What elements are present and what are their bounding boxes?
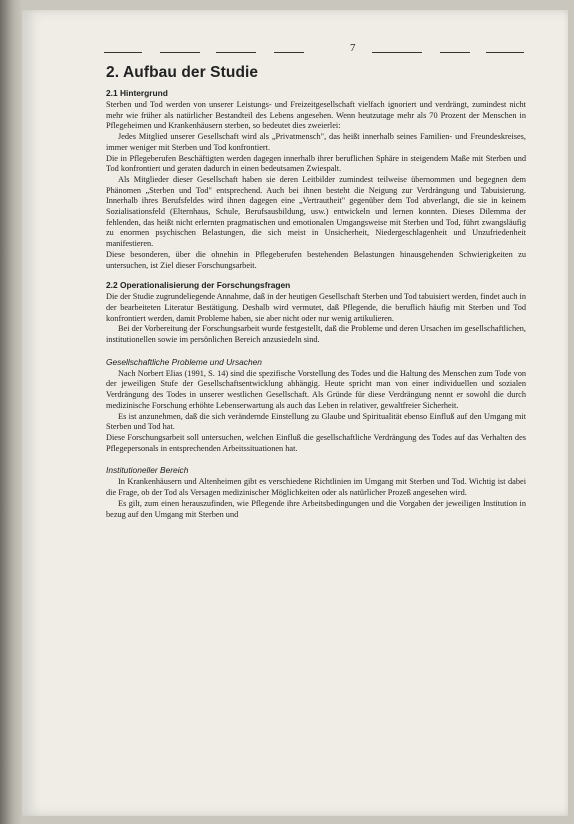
paragraph: Es ist anzunehmen, daß die sich verändernde Einstellung zu Glaube und Spiritualität ebenso Einfluß auf den Umgang mit Sterben und Tod hat. <box>106 411 526 432</box>
paragraph: Nach Norbert Elias (1991, S. 14) sind die spezifische Vorstellung des Todes und die Haltung des Menschen zum Tode von der jeweiligen Stufe der Gesellschaftsentwicklung abhängig. Heute spricht man von einer individuellen und sozialen Verdrängung des Todes in unserer westlichen Gesellschaft. Als Gründe für diese Verdrängung nennt er sowohl die durch medizinische Forschung erhöhte Lebenserwartung als auch das Leben in relativer, gewaltfreier Sicherheit. <box>106 368 526 410</box>
subsection-heading-gesellschaft: Gesellschaftliche Probleme und Ursachen <box>106 356 262 367</box>
header-rule-4 <box>274 52 304 53</box>
paragraph: Die in Pflegeberufen Beschäftigten werden dagegen innerhalb ihrer beruflichen Sphäre in steigendem Maße mit Sterben und Tod konfrontiert und geraten dadurch in einen bedeutsamen Zwiespalt. <box>106 153 526 174</box>
spacer <box>106 271 526 277</box>
paragraph: Es gilt, zum einen herauszufinden, wie Pflegende ihre Arbeitsbedingungen und die Vorgaben der jeweiligen Institution in bezug auf den Umgang mit Sterben und <box>106 498 526 519</box>
paragraph: Die der Studie zugrundeliegende Annahme, daß in der heutigen Gesellschaft Sterben und Tod tabuisiert werden, findet auch in der bearbeiteten Literatur Bestätigung. Deshalb wird vermutet, daß Pflegende, die beruflich häufig mit Sterben und Tod konfrontiert werden, damit Probleme haben, sie aber nicht oder nur wenig artikulieren. <box>106 292 526 323</box>
subsection-heading-institution: Institutioneller Bereich <box>106 465 189 476</box>
spacer <box>106 454 526 460</box>
paragraph: Bei der Vorbereitung der Forschungsarbeit wurde festgestellt, daß die Probleme und deren Ursachen im gesellschaftlichen, institutionellen sowie im persönlichen Bereich anzusiedeln sind. <box>106 324 526 345</box>
paragraph: Diese Forschungsarbeit soll untersuchen, welchen Einfluß die gesellschaftliche Verdrängung des Todes auf das Verhalten des Pflegepersonals in entsprechenden Arbeitssituationen hat. <box>106 432 526 453</box>
paragraph: Diese besonderen, über die ohnehin in Pflegeberufen bestehenden Belastungen hinausgehenden Schwierigkeiten zu untersuchen, ist Ziel dieser Forschungsarbeit. <box>106 249 526 270</box>
header-rule-3 <box>216 52 256 53</box>
header-rule-2 <box>160 52 200 53</box>
paragraph: Als Mitglieder dieser Gesellschaft haben sie deren Leitbilder zumindest teilweise übernommen und begegnen dem Phänomen „Sterben und Tod" entsprechend. Auch bei ihnen besteht die Neigung zur Verdrängung und Tabuisierung. Innerhalb ihres Berufsfeldes wird ihnen dagegen eine „Vertrautheit" gegenüber dem Tod abverlangt, die sie in keinem Sozialisationsfeld (Elternhaus, Schule, Berufsausbildung, usw.) entwickeln und lernen konnten. Dieses Dilemma der fehlenden, das heißt nicht erlernten pragmatischen und emotionalen Umgangsweise mit Sterben und Tod, führt zwangsläufig zu enormen psychischen Belastungen, die sich meist in Unsicherheit, Niedergeschlagenheit und Unzufriedenheit manifestieren. <box>106 174 526 249</box>
header-rule-1 <box>104 52 142 53</box>
page-header <box>104 42 524 56</box>
chapter-title: 2. Aufbau der Studie <box>106 64 259 81</box>
page-content <box>106 64 526 520</box>
section-heading-operationalisierung: 2.2 Operationalisierung der Forschungsfragen <box>106 280 291 291</box>
section-heading-hintergrund: 2.1 Hintergrund <box>106 88 168 98</box>
header-rule-6 <box>440 52 470 53</box>
page-number: 7 <box>350 42 356 54</box>
header-rule-5 <box>372 52 422 53</box>
paragraph: Sterben und Tod werden von unserer Leistungs- und Freizeitgesellschaft vielfach ignoriert und verdrängt, zumindest nicht mehr wie früher als natürlicher Bestandteil des Lebens angesehen. Wenn heutzutage mehr als 70 Prozent der Menschen in Pflegeheimen und Krankenhäusern sterben, so bedeutet dies zweierlei: <box>106 100 526 131</box>
paragraph: Jedes Mitglied unserer Gesellschaft wird als „Privatmensch", das heißt innerhalb seines Familien- und Freundeskreises, immer weniger mit Sterben und Tod konfrontiert. <box>106 132 526 152</box>
paragraph: In Krankenhäusern und Altenheimen gibt es verschiedene Richtlinien im Umgang mit Sterben und Tod. Wichtig ist dabei die Frage, ob der Tod als Versagen medizinischer Möglichkeiten oder als natürlicher Prozeß angesehen wird. <box>106 477 526 498</box>
spacer <box>106 346 526 352</box>
document-page <box>22 10 568 816</box>
header-rule-7 <box>486 52 524 53</box>
